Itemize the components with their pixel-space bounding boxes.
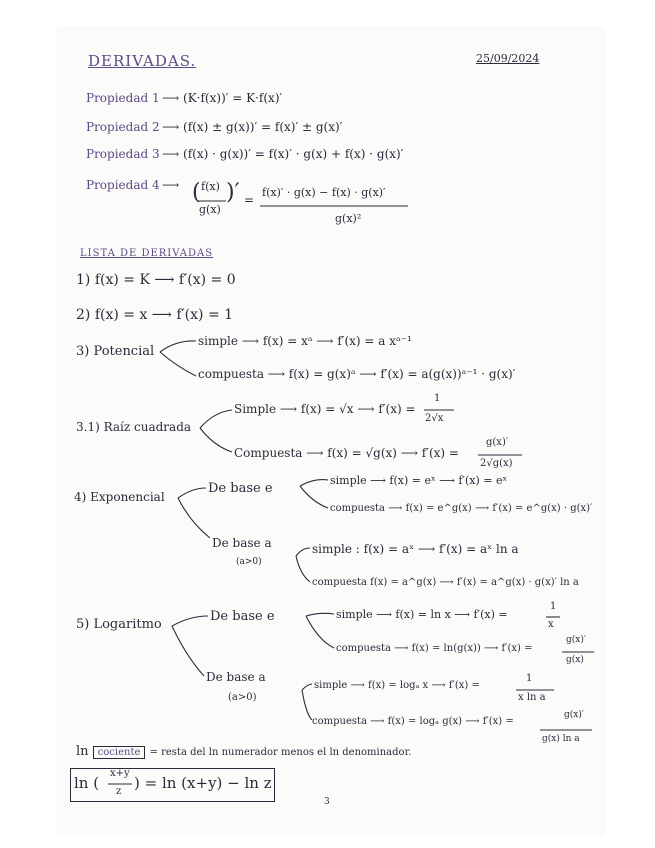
property-2-formula: ⟶ (f(x) ± g(x))′ = f(x)′ ± g(x)′ bbox=[162, 120, 343, 134]
item-31-compuesta: Compuesta ⟶ f(x) = √g(x) ⟶ f′(x) = bbox=[234, 446, 459, 460]
property-3-formula: ⟶ (f(x) · g(x))′ = f(x)′ · g(x) + f(x) · g(x)′ bbox=[162, 147, 404, 161]
item-4-base-a: De base a bbox=[212, 536, 272, 550]
boxed-rhs: ) = ln (x+y) − ln z bbox=[134, 774, 272, 792]
item-3-simple: simple ⟶ f(x) = xᵃ ⟶ f′(x) = a xᵃ⁻¹ bbox=[198, 334, 412, 348]
property-4-rhs-num: f(x)′ · g(x) − f(x) · g(x)′ bbox=[262, 186, 386, 199]
boxed-ln: ln ( bbox=[74, 774, 100, 792]
property-4-lhs-num: f(x) bbox=[201, 180, 220, 193]
item-5-base-a-cond: (a>0) bbox=[228, 692, 257, 703]
item-31-comp-num: g(x)′ bbox=[486, 437, 509, 448]
item-5-a-simple-num: 1 bbox=[526, 673, 533, 684]
property-4-lhs-den: g(x) bbox=[199, 203, 221, 216]
item-31-label: 3.1) Raíz cuadrada bbox=[76, 420, 192, 434]
property-2-label: Propiedad 2 bbox=[86, 120, 160, 134]
item-3-label: 3) Potencial bbox=[76, 344, 155, 359]
property-1-label: Propiedad 1 bbox=[86, 91, 160, 105]
item-4-e-simple: simple ⟶ f(x) = eˣ ⟶ f′(x) = eˣ bbox=[330, 474, 508, 487]
item-31-simple: Simple ⟶ f(x) = √x ⟶ f′(x) = bbox=[234, 402, 416, 416]
item-4-base-a-cond: (a>0) bbox=[236, 557, 262, 567]
item-5-a-comp-num: g(x)′ bbox=[564, 710, 584, 720]
item-4-a-compuesta: compuesta f(x) = a^g(x) ⟶ f′(x) = a^g(x) · g(x)′ ln a bbox=[312, 577, 579, 588]
note-text: = resta del ln numerador menos el ln denominador. bbox=[149, 747, 412, 758]
boxed-den: z bbox=[116, 786, 122, 797]
note-prefix: ln bbox=[76, 744, 89, 759]
item-31-comp-den: 2√g(x) bbox=[480, 458, 513, 469]
item-4-base-e: De base e bbox=[208, 481, 273, 496]
item-4-e-compuesta: compuesta ⟶ f(x) = e^g(x) ⟶ f′(x) = e^g(x) · g(x)′ bbox=[330, 503, 593, 514]
page-number: 3 bbox=[324, 797, 330, 807]
item-5-a-comp-den: g(x) ln a bbox=[542, 734, 580, 744]
item-5-e-comp-den: g(x) bbox=[566, 655, 584, 665]
page-title: DERIVADAS. bbox=[88, 52, 197, 70]
item-5-label: 5) Logaritmo bbox=[76, 617, 162, 632]
item-5-base-e: De base e bbox=[210, 609, 275, 624]
item-5-a-compuesta: compuesta ⟶ f(x) = logₐ g(x) ⟶ f′(x) = bbox=[312, 716, 514, 727]
property-1-formula: ⟶ (K·f(x))′ = K·f(x)′ bbox=[162, 91, 283, 105]
paren-open: ( bbox=[192, 180, 201, 205]
boxed-num: x+y bbox=[110, 768, 130, 779]
item-3-compuesta: compuesta ⟶ f(x) = g(x)ᵃ ⟶ f′(x) = a(g(x))ᵃ⁻¹ · g(x)′ bbox=[198, 367, 516, 381]
item-5-e-simple-den: x bbox=[548, 619, 554, 630]
property-4-rhs-den: g(x)² bbox=[335, 212, 362, 225]
item-5-a-simple: simple ⟶ f(x) = logₐ x ⟶ f′(x) = bbox=[314, 680, 480, 691]
equals: = bbox=[244, 193, 255, 207]
paren-close: )′ bbox=[226, 180, 240, 205]
item-31-simple-den: 2√x bbox=[425, 413, 444, 424]
item-4-a-simple: simple : f(x) = aˣ ⟶ f′(x) = aˣ ln a bbox=[312, 542, 519, 556]
item-5-e-simple: simple ⟶ f(x) = ln x ⟶ f′(x) = bbox=[336, 608, 508, 621]
item-5-e-compuesta: compuesta ⟶ f(x) = ln(g(x)) ⟶ f′(x) = bbox=[336, 643, 533, 654]
property-4-label: Propiedad 4 bbox=[86, 178, 160, 192]
item-31-simple-num: 1 bbox=[434, 393, 441, 404]
item-5-e-comp-num: g(x)′ bbox=[566, 635, 586, 645]
item-1: 1) f(x) = K ⟶ f′(x) = 0 bbox=[76, 272, 236, 288]
item-5-e-simple-num: 1 bbox=[550, 601, 557, 612]
item-5-a-simple-den: x ln a bbox=[518, 692, 546, 703]
item-4-label: 4) Exponencial bbox=[74, 490, 165, 504]
date: 25/09/2024 bbox=[476, 52, 540, 65]
list-heading: LISTA DE DERIVADAS bbox=[80, 248, 214, 259]
item-2: 2) f(x) = x ⟶ f′(x) = 1 bbox=[76, 307, 234, 323]
note-boxed: cociente bbox=[93, 746, 146, 759]
item-5-base-a: De base a bbox=[206, 670, 266, 684]
property-4-arrow: ⟶ bbox=[162, 178, 180, 192]
property-3-label: Propiedad 3 bbox=[86, 147, 160, 161]
